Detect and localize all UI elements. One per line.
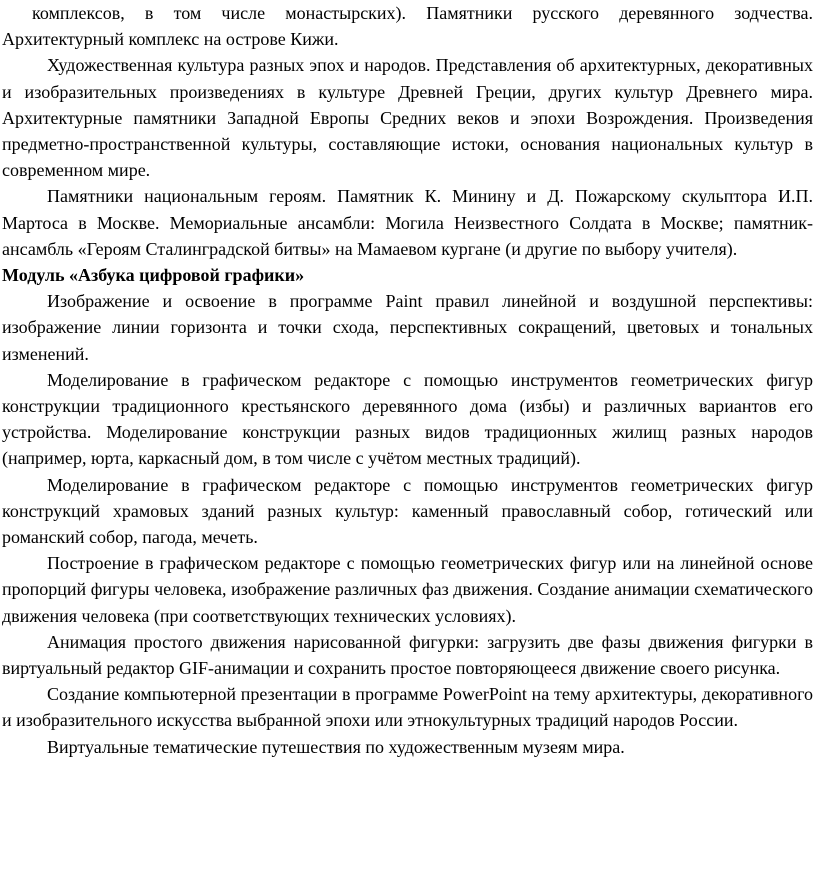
paragraph-virtual-museums: Виртуальные тематические путешествия по художественным музеям мира. bbox=[47, 736, 625, 757]
paragraph-national-heroes-monuments: Памятники национальным героям. Памятник К. Минину и Д. Пожарскому скульптора И.П. Мартоса в Москве. Мемориальные ансамбли: Могила Неизвестного Солдата в Москве; памятник-ансамбль «Героям Сталинградской битвы» на Мамаевом кургане (и другие по выбору учителя). bbox=[2, 186, 813, 259]
paragraph-modeling-houses: Моделирование в графическом редакторе с помощью инструментов геометрических фигур конструкции традиционного крестьянского деревянного дома (избы) и различных вариантов его устройства. Моделирование конструкции разных видов традиционных жилищ разных народов (например, юрта, каркасный дом, в том числе с учётом местных традиций). bbox=[2, 369, 813, 469]
paragraph-architecture-continuation: комплексов, в том числе монастырских). Памятники русского деревянного зодчества. Архитектурный комплекс на острове Кижи. bbox=[2, 3, 813, 50]
paragraph-art-culture-epochs: Художественная культура разных эпох и народов. Представления об архитектурных, декоративных и изобразительных произведениях в культуре Древней Греции, других культур Древнего мира. Архитектурные памятники Западной Европы Средних веков и эпохи Возрождения. Произведения предметно-пространственной культуры, составляющие истоки, основания национальных культур в современном мире. bbox=[2, 55, 813, 181]
paragraph-modeling-temples: Моделирование в графическом редакторе с помощью инструментов геометрических фигур конструкций храмовых зданий разных культур: каменный православный собор, готический или романский собор, пагода, мечеть. bbox=[2, 474, 813, 548]
module-heading-digital-graphics: Модуль «Азбука цифровой графики» bbox=[2, 265, 305, 286]
paragraph-paint-perspective: Изображение и освоение в программе Paint правил линейной и воздушной перспективы: изображение линии горизонта и точки схода, перспективных сокращений, цветовых и тональных изменений. bbox=[2, 291, 813, 364]
paragraph-powerpoint-presentation: Создание компьютерной презентации в программе PowerPoint на тему архитектуры, декоративного и изобразительного искусства выбранной эпохи или этнокультурных традиций народов России. bbox=[2, 684, 813, 731]
paragraph-gif-animation: Анимация простого движения нарисованной фигурки: загрузить две фазы движения фигурки в виртуальный редактор GIF-анимации и сохранить простое повторяющееся движение своего рисунка. bbox=[2, 631, 813, 679]
paragraph-human-figure-animation: Построение в графическом редакторе с помощью геометрических фигур или на линейной основе пропорций фигуры человека, изображение различных фаз движения. Создание анимации схематического движения человека (при соответствующих технических условиях). bbox=[2, 553, 813, 626]
